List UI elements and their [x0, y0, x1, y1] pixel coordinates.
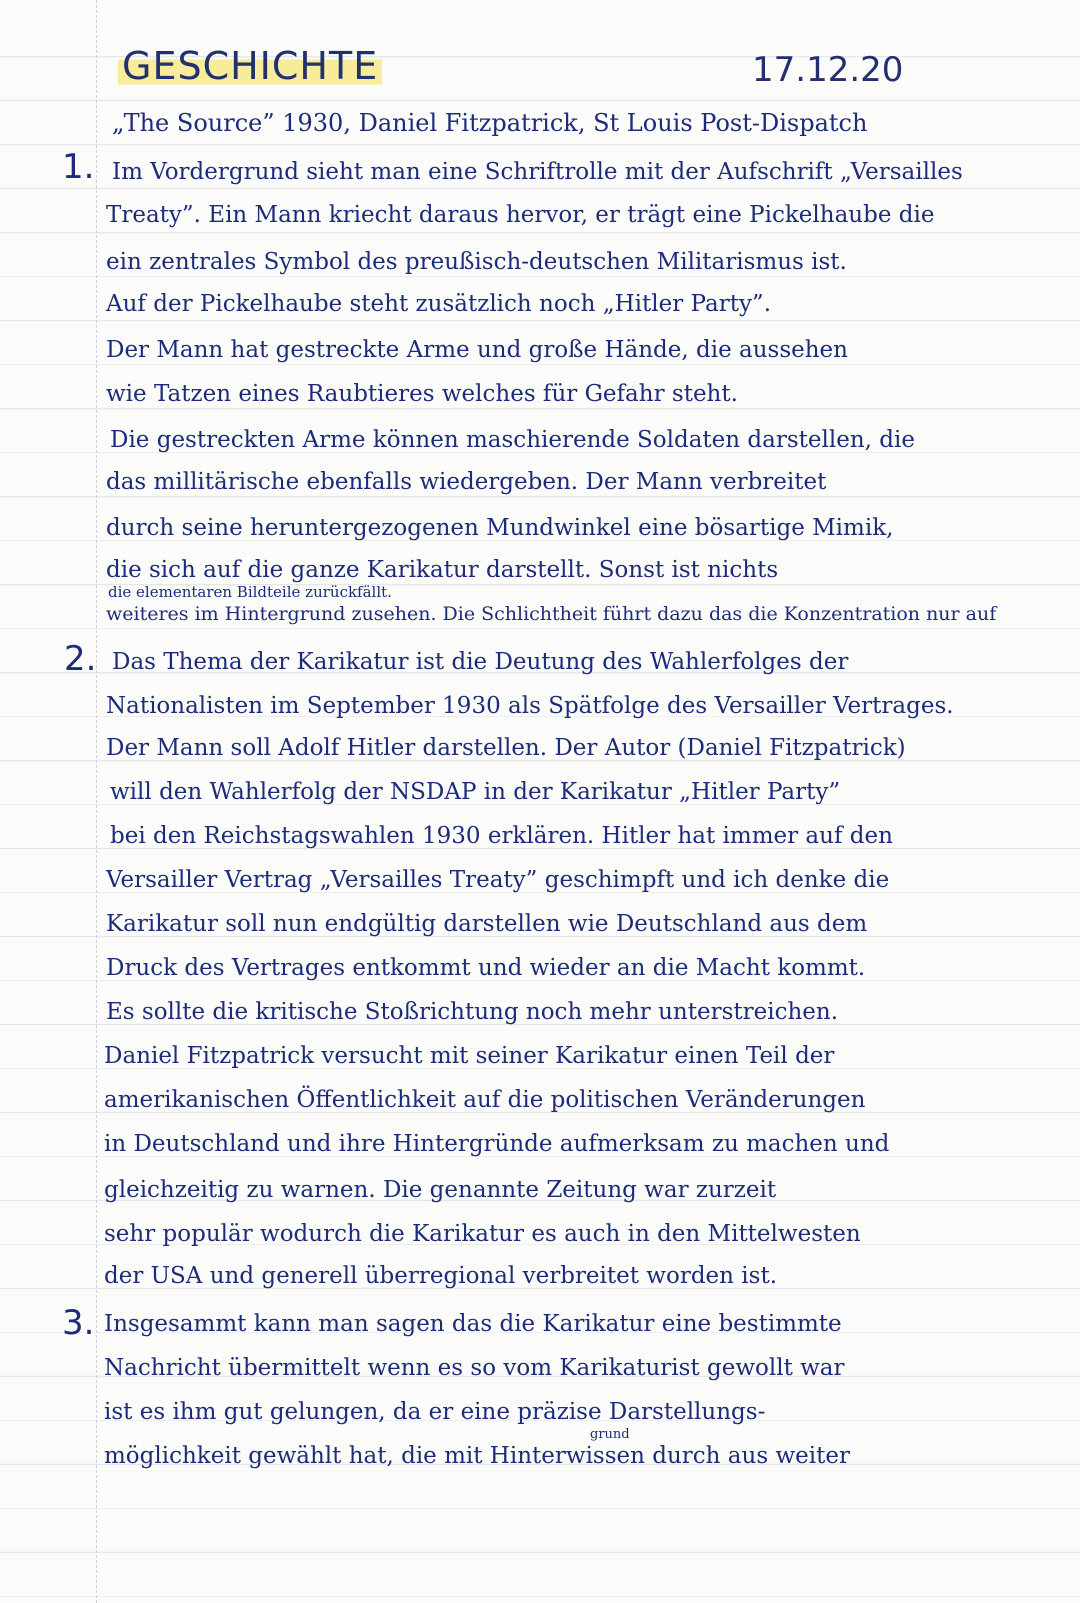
section-3-line-5: grund	[590, 1427, 630, 1442]
section-2-line-13: gleichzeitig zu warnen. Die genannte Zeitung war zurzeit	[104, 1177, 777, 1203]
section-2-line-7: Karikatur soll nun endgültig darstellen wie Deutschland aus dem	[106, 911, 868, 937]
section-2-line-3: Der Mann soll Adolf Hitler darstellen. Der Autor (Daniel Fitzpatrick)	[106, 735, 906, 761]
section-1-line-2: Treaty”. Ein Mann kriecht daraus hervor, er trägt eine Pickelhaube die	[106, 202, 935, 228]
section-1-line-6: wie Tatzen eines Raubtieres welches für Gefahr steht.	[106, 381, 738, 407]
source-line: „The Source” 1930, Daniel Fitzpatrick, St Louis Post-Dispatch	[112, 109, 868, 137]
section-2-line-15: der USA und generell überregional verbreitet worden ist.	[104, 1263, 778, 1289]
section-1-line-3: ein zentrales Symbol des preußisch-deutschen Militarismus ist.	[106, 249, 847, 275]
section-2-line-9: Es sollte die kritische Stoßrichtung noch mehr unterstreichen.	[106, 999, 839, 1025]
section-3-number: 3.	[62, 1303, 95, 1343]
section-1-line-7: Die gestreckten Arme können maschierende Soldaten darstellen, die	[110, 427, 915, 453]
section-1-line-12: weiteres im Hintergrund zusehen. Die Schlichtheit führt dazu das die Konzentration nur auf	[106, 603, 997, 625]
section-2-line-2: Nationalisten im September 1930 als Spätfolge des Versailler Vertrages.	[106, 693, 954, 719]
page-title: GESCHICHTE	[118, 44, 382, 88]
section-2-line-11: amerikanischen Öffentlichkeit auf die politischen Veränderungen	[104, 1087, 866, 1113]
section-1-line-5: Der Mann hat gestreckte Arme und große Hände, die aussehen	[106, 337, 848, 363]
margin-line	[96, 0, 97, 1603]
section-1-line-8: das millitärische ebenfalls wiedergeben. Der Mann verbreitet	[106, 469, 827, 495]
section-3-line-1: Insgesammt kann man sagen das die Karikatur eine bestimmte	[104, 1311, 842, 1337]
section-1-line-1: Im Vordergrund sieht man eine Schriftrolle mit der Aufschrift „Versailles	[112, 159, 963, 185]
section-2-line-6: Versailler Vertrag „Versailles Treaty” geschimpft und ich denke die	[106, 867, 890, 893]
section-2-line-14: sehr populär wodurch die Karikatur es auch in den Mittelwesten	[104, 1221, 861, 1247]
section-1-line-11: die elementaren Bildteile zurückfällt.	[108, 583, 392, 601]
section-1-line-10: die sich auf die ganze Karikatur darstellt. Sonst ist nichts	[106, 557, 779, 583]
section-3-line-4: möglichkeit gewählt hat, die mit Hinterwissen durch aus weiter	[104, 1443, 850, 1469]
section-1-line-4: Auf der Pickelhaube steht zusätzlich noch „Hitler Party”.	[106, 291, 772, 317]
section-3-line-3: ist es ihm gut gelungen, da er eine präzise Darstellungs-	[104, 1399, 766, 1425]
section-1-line-9: durch seine heruntergezogenen Mundwinkel eine bösartige Mimik,	[106, 515, 894, 541]
section-2-line-5: bei den Reichstagswahlen 1930 erklären. Hitler hat immer auf den	[110, 823, 893, 849]
section-2-line-12: in Deutschland und ihre Hintergründe aufmerksam zu machen und	[104, 1131, 890, 1157]
section-1-number: 1.	[62, 147, 95, 187]
page-date: 17.12.20	[752, 50, 904, 90]
section-2-line-1: Das Thema der Karikatur ist die Deutung des Wahlerfolges der	[112, 649, 849, 675]
section-2-line-8: Druck des Vertrages entkommt und wieder an die Macht kommt.	[106, 955, 866, 981]
section-3-line-2: Nachricht übermittelt wenn es so vom Karikaturist gewollt war	[104, 1355, 845, 1381]
section-2-number: 2.	[64, 639, 97, 679]
section-2-line-4: will den Wahlerfolg der NSDAP in der Karikatur „Hitler Party”	[110, 779, 841, 805]
section-2-line-10: Daniel Fitzpatrick versucht mit seiner Karikatur einen Teil der	[104, 1043, 835, 1069]
